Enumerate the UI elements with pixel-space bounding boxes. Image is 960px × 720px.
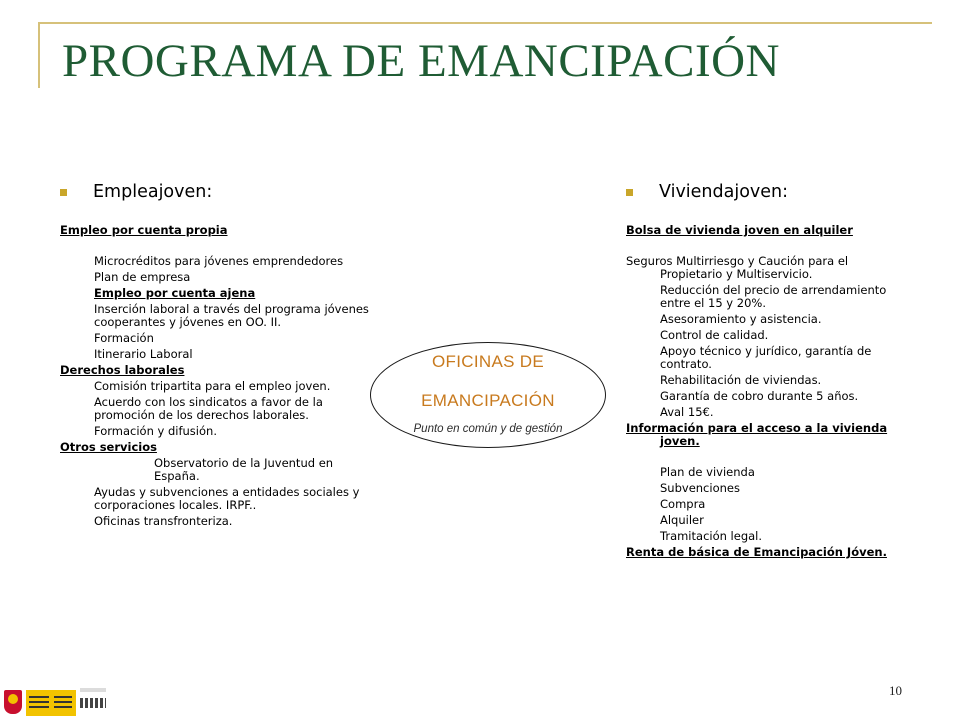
page-number: 10 — [889, 683, 902, 698]
section-empleo-cuenta-propia: Empleo por cuenta propia — [60, 223, 228, 237]
square-bullet-icon — [60, 189, 67, 196]
viviendajoven-column — [626, 182, 912, 562]
list-item: Formación y difusión. — [94, 424, 217, 438]
divider — [80, 688, 106, 692]
frame-left-line — [38, 22, 40, 88]
empleajoven-heading — [60, 182, 372, 202]
list-item: Comisión tripartita para el empleo joven. — [94, 379, 331, 393]
footer-logos — [0, 686, 110, 720]
list-item: Control de calidad. — [660, 328, 769, 342]
square-bullet-icon — [626, 189, 633, 196]
oval-title-line2: EMANCIPACIÓN — [421, 391, 555, 410]
spain-government-logo — [26, 690, 76, 716]
list-item — [60, 457, 372, 483]
list-item: Oficinas transfronteriza. — [94, 514, 233, 528]
list-item: Ayudas y subvenciones a entidades sociales y corporaciones locales. IRPF.. — [94, 485, 360, 512]
viviendajoven-heading-text: Viviendajoven: — [659, 182, 789, 202]
list-item: Acuerdo con los sindicatos a favor de la promoción de los derechos laborales. — [94, 395, 323, 422]
list-item: Microcréditos para jóvenes emprendedores — [94, 254, 344, 268]
frame-top-line — [40, 22, 932, 24]
list-item: Tramitación legal. — [660, 529, 763, 543]
observatorio-text: Observatorio de la Juventud en España. — [154, 456, 334, 483]
list-item: Reducción del precio de arrendamiento entre el 15 y 20%. — [660, 283, 887, 310]
list-item: Itinerario Laboral — [94, 347, 193, 361]
list-item: Apoyo técnico y jurídico, garantía de contrato. — [660, 344, 872, 371]
list-item: Seguros Multirriesgo y Caución para el Propietario y Multiservicio. — [626, 254, 849, 281]
slide-title: PROGRAMA DE EMANCIPACIÓN — [62, 35, 780, 87]
viviendajoven-heading — [626, 182, 912, 202]
empleajoven-heading-text: Empleajoven: — [93, 182, 213, 202]
list-item: Inserción laboral a través del programa jóvenes cooperantes y jóvenes en OO. II. — [94, 302, 369, 329]
list-item: Plan de empresa — [94, 270, 191, 284]
section-derechos-laborales: Derechos laborales — [60, 363, 185, 377]
list-item: Subvenciones — [660, 481, 740, 495]
section-empleo-cuenta-ajena: Empleo por cuenta ajena — [94, 286, 256, 300]
section-informacion-acceso: Información para el acceso a la vivienda joven. — [626, 421, 888, 448]
list-item: Aval 15€. — [660, 405, 714, 419]
list-item: Rehabilitación de viviendas. — [660, 373, 822, 387]
section-bolsa-vivienda: Bolsa de vivienda joven en alquiler — [626, 223, 853, 237]
empleajoven-column — [60, 182, 372, 531]
list-item: Formación — [94, 331, 154, 345]
list-item: Asesoramiento y asistencia. — [660, 312, 822, 326]
spain-coat-of-arms-icon — [4, 690, 22, 714]
oval-subtitle: Punto en común y de gestión — [413, 423, 563, 435]
list-item: Plan de vivienda — [660, 465, 755, 479]
list-item: Alquiler — [660, 513, 704, 527]
injuve-logo — [80, 698, 106, 708]
list-item: Garantía de cobro durante 5 años. — [660, 389, 859, 403]
section-otros-servicios: Otros servicios — [60, 440, 157, 454]
list-item: Compra — [660, 497, 706, 511]
section-renta-basica: Renta de básica de Emancipación Jóven. — [626, 545, 887, 559]
oval-title-line1: OFICINAS DE — [432, 352, 544, 371]
